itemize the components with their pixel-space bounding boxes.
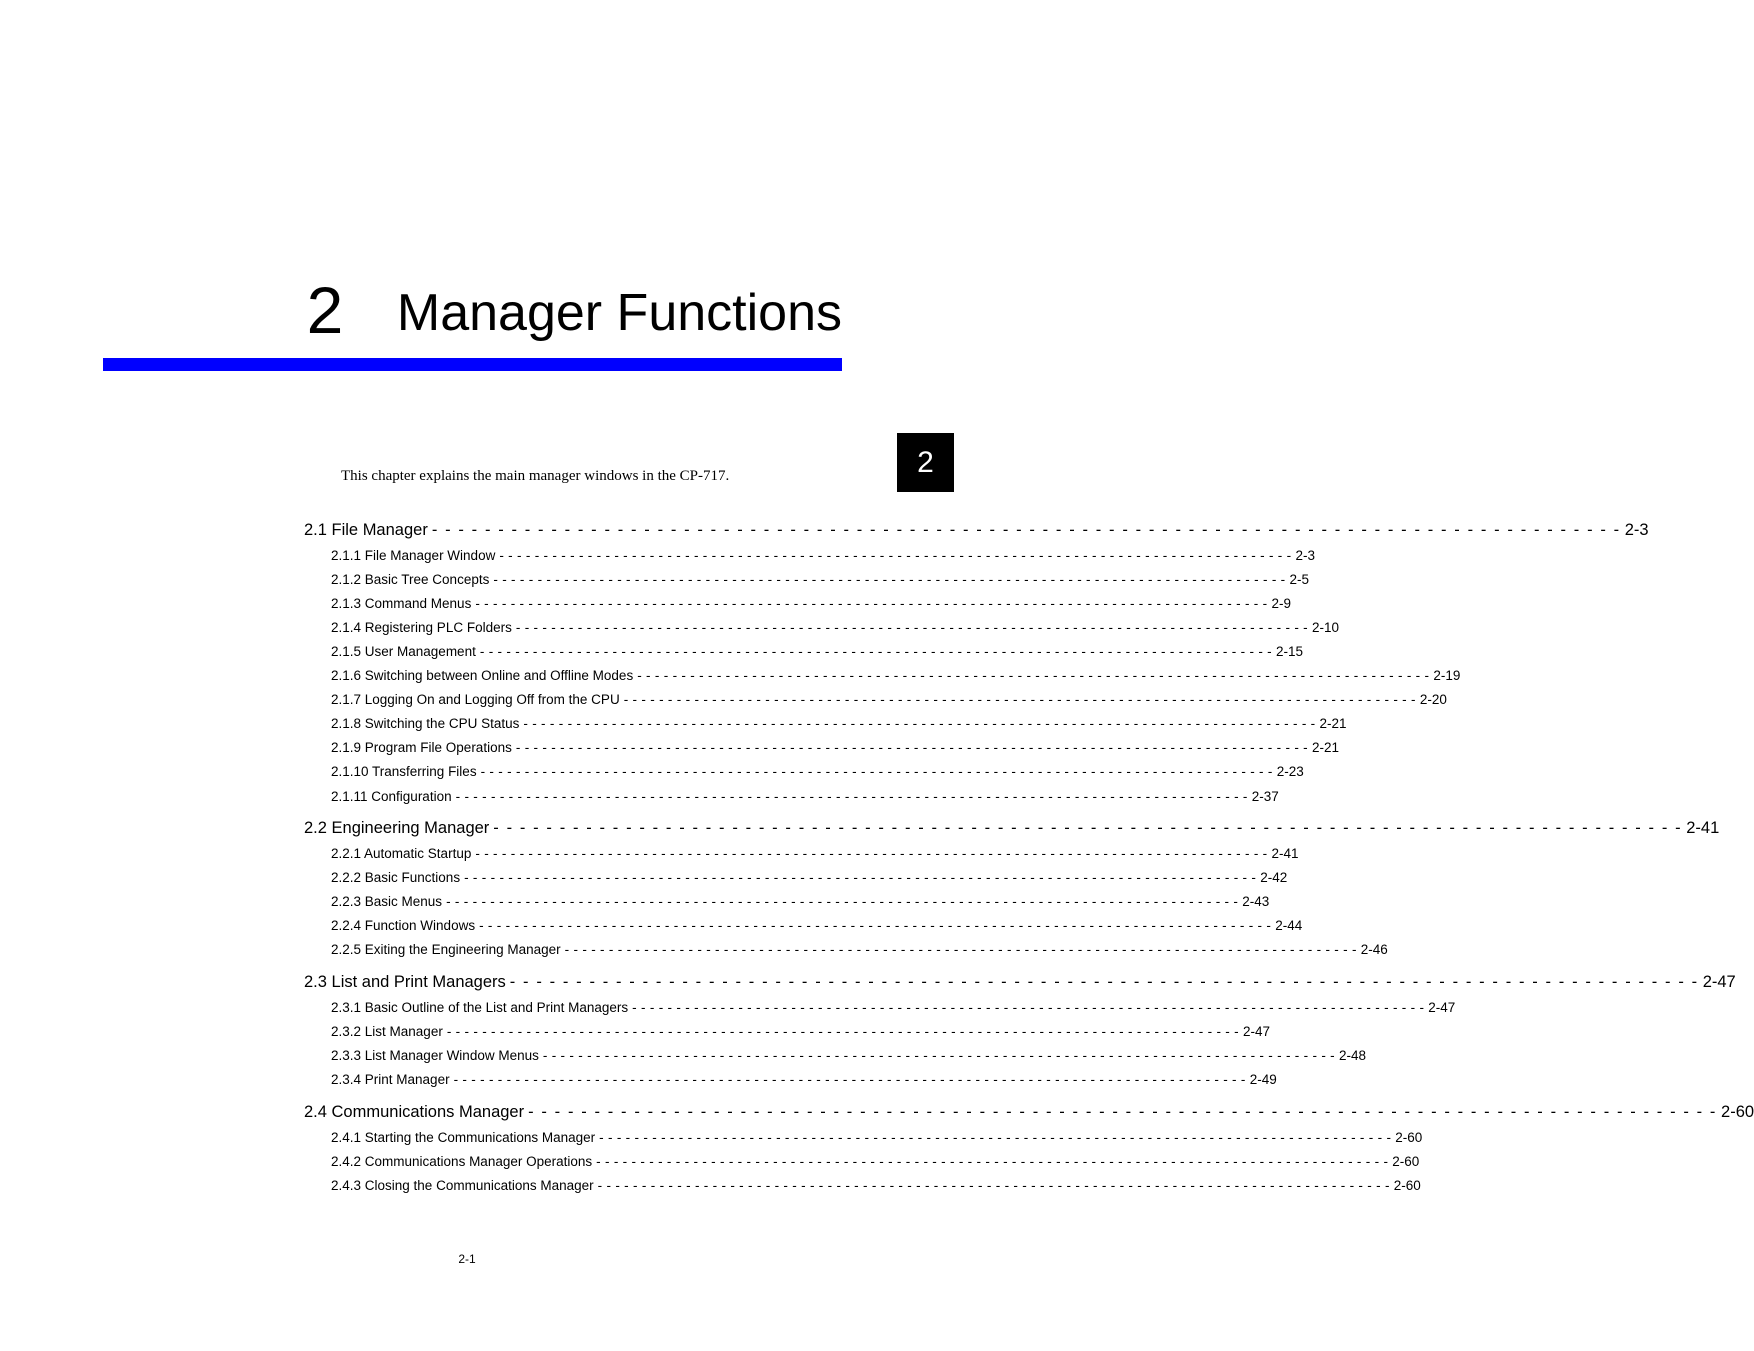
toc-leader-dots: - - - - - - - - - - - - - - - - - - - - - - - - - - - - - - - - - - - - - - - - - - - - - - - - - - - - - - - - - - - - - - - - - - - - - - - - - - - - - - - - - - - - - - - - - - bbox=[479, 918, 1272, 933]
toc-subsection-entry[interactable] bbox=[331, 714, 1347, 734]
toc-leader-dots: - - - - - - - - - - - - - - - - - - - - - - - - - - - - - - - - - - - - - - - - - - - - - - - - - - - - - - - - - - - - - - - - - - - - - - - - - - - - - - - - - - - - - - - - - - bbox=[479, 644, 1272, 659]
toc-entry-label: 2.4.3 Closing the Communications Manager bbox=[331, 1178, 594, 1193]
toc-entry-label: 2.1 File Manager bbox=[304, 521, 428, 539]
toc-entry-label: 2.2.2 Basic Functions bbox=[331, 870, 461, 885]
toc-leader-dots: - - - - - - - - - - - - - - - - - - - - - - - - - - - - - - - - - - - - - - - - - - - - - - - - - - - - - - - - - - - - - - - - - - - - - - - - - - - - - - - - - - - - - - - - - - bbox=[509, 973, 1699, 991]
toc-leader-dots: - - - - - - - - - - - - - - - - - - - - - - - - - - - - - - - - - - - - - - - - - - - - - - - - - - - - - - - - - - - - - - - - - - - - - - - - - - - - - - - - - - - - - - - - - - bbox=[446, 894, 1239, 909]
toc-entry-page: 2-21 bbox=[1311, 740, 1339, 755]
toc-entry-label: 2.1.9 Program File Operations bbox=[331, 740, 512, 755]
toc-entry-label: 2.1.6 Switching between Online and Offline Modes bbox=[331, 668, 634, 683]
toc-leader-dots: - - - - - - - - - - - - - - - - - - - - - - - - - - - - - - - - - - - - - - - - - - - - - - - - - - - - - - - - - - - - - - - - - - - - - - - - - - - - - - - - - - - - - - - - - - bbox=[475, 596, 1268, 611]
toc-entry-label: 2.1.4 Registering PLC Folders bbox=[331, 620, 512, 635]
toc-subsection-entry[interactable] bbox=[331, 738, 1339, 758]
toc-entry-page: 2-60 bbox=[1393, 1178, 1421, 1193]
toc-subsection-entry[interactable] bbox=[331, 666, 1461, 686]
toc-subsection-entry[interactable] bbox=[331, 892, 1270, 912]
toc-entry-page: 2-49 bbox=[1249, 1072, 1277, 1087]
page-number: 2-1 bbox=[458, 1252, 476, 1266]
toc-entry-label: 2.1.1 File Manager Window bbox=[331, 548, 496, 563]
toc-leader-dots: - - - - - - - - - - - - - - - - - - - - - - - - - - - - - - - - - - - - - - - - - - - - - - - - - - - - - - - - - - - - - - - - - - - - - - - - - - - - - - - - - - - - - - - - - - bbox=[523, 716, 1316, 731]
toc-leader-dots: - - - - - - - - - - - - - - - - - - - - - - - - - - - - - - - - - - - - - - - - - - - - - - - - - - - - - - - - - - - - - - - - - - - - - - - - - - - - - - - - - - - - - - - - - - bbox=[464, 870, 1257, 885]
toc-leader-dots: - - - - - - - - - - - - - - - - - - - - - - - - - - - - - - - - - - - - - - - - - - - - - - - - - - - - - - - - - - - - - - - - - - - - - - - - - - - - - - - - - - - - - - - - - - bbox=[455, 789, 1248, 804]
toc-subsection-entry[interactable] bbox=[331, 868, 1288, 888]
toc-leader-dots: - - - - - - - - - - - - - - - - - - - - - - - - - - - - - - - - - - - - - - - - - - - - - - - - - - - - - - - - - - - - - - - - - - - - - - - - - - - - - - - - - - - - - - - - - - bbox=[623, 692, 1416, 707]
chapter-thumb-tab: 2 bbox=[897, 433, 954, 492]
toc-subsection-entry[interactable] bbox=[331, 690, 1447, 710]
toc-leader-dots: - - - - - - - - - - - - - - - - - - - - - - - - - - - - - - - - - - - - - - - - - - - - - - - - - - - - - - - - - - - - - - - - - - - - - - - - - - - - - - - - - - - - - - - - - - bbox=[453, 1072, 1246, 1087]
toc-entry-label: 2.1.3 Command Menus bbox=[331, 596, 472, 611]
toc-subsection-entry[interactable] bbox=[331, 1176, 1421, 1196]
toc-entry-label: 2.2 Engineering Manager bbox=[304, 819, 490, 837]
toc-subsection-entry[interactable] bbox=[331, 618, 1339, 638]
toc-subsection-entry[interactable] bbox=[331, 1046, 1367, 1066]
toc-entry-label: 2.1.8 Switching the CPU Status bbox=[331, 716, 520, 731]
toc-entry-page: 2-42 bbox=[1260, 870, 1288, 885]
toc-subsection-entry[interactable] bbox=[331, 916, 1303, 936]
toc-entry-page: 2-23 bbox=[1276, 764, 1304, 779]
toc-subsection-entry[interactable] bbox=[331, 787, 1279, 807]
toc-entry-page: 2-60 bbox=[1395, 1130, 1423, 1145]
toc-entry-label: 2.4 Communications Manager bbox=[304, 1103, 525, 1121]
toc-section-entry[interactable] bbox=[304, 1100, 1754, 1124]
toc-subsection-entry[interactable] bbox=[331, 594, 1291, 614]
toc-leader-dots: - - - - - - - - - - - - - - - - - - - - - - - - - - - - - - - - - - - - - - - - - - - - - - - - - - - - - - - - - - - - - - - - - - - - - - - - - - - - - - - - - - - - - - - - - - bbox=[528, 1103, 1718, 1121]
toc-entry-label: 2.3.2 List Manager bbox=[331, 1024, 443, 1039]
toc-leader-dots: - - - - - - - - - - - - - - - - - - - - - - - - - - - - - - - - - - - - - - - - - - - - - - - - - - - - - - - - - - - - - - - - - - - - - - - - - - - - - - - - - - - - - - - - - - bbox=[493, 572, 1286, 587]
toc-entry-page: 2-47 bbox=[1428, 1000, 1456, 1015]
chapter-number: 2 bbox=[306, 273, 344, 347]
toc-entry-label: 2.2.5 Exiting the Engineering Manager bbox=[331, 942, 561, 957]
toc-entry-label: 2.3.1 Basic Outline of the List and Print Managers bbox=[331, 1000, 629, 1015]
toc-entry-label: 2.4.1 Starting the Communications Manager bbox=[331, 1130, 596, 1145]
toc-leader-dots: - - - - - - - - - - - - - - - - - - - - - - - - - - - - - - - - - - - - - - - - - - - - - - - - - - - - - - - - - - - - - - - - - - - - - - - - - - - - - - - - - - - - - - - - - - bbox=[542, 1048, 1335, 1063]
toc-entry-page: 2-41 bbox=[1686, 819, 1720, 837]
toc-leader-dots: - - - - - - - - - - - - - - - - - - - - - - - - - - - - - - - - - - - - - - - - - - - - - - - - - - - - - - - - - - - - - - - - - - - - - - - - - - - - - - - - - - - - - - - - - - bbox=[632, 1000, 1425, 1015]
toc-entry-page: 2-3 bbox=[1624, 521, 1649, 539]
toc-entry-label: 2.3.4 Print Manager bbox=[331, 1072, 450, 1087]
toc-entry-page: 2-44 bbox=[1275, 918, 1303, 933]
toc-subsection-entry[interactable] bbox=[331, 844, 1299, 864]
toc-leader-dots: - - - - - - - - - - - - - - - - - - - - - - - - - - - - - - - - - - - - - - - - - - - - - - - - - - - - - - - - - - - - - - - - - - - - - - - - - - - - - - - - - - - - - - - - - - bbox=[493, 819, 1683, 837]
toc-subsection-entry[interactable] bbox=[331, 1128, 1423, 1148]
chapter-intro-text: This chapter explains the main manager windows in the CP-717. bbox=[341, 468, 730, 484]
toc-leader-dots: - - - - - - - - - - - - - - - - - - - - - - - - - - - - - - - - - - - - - - - - - - - - - - - - - - - - - - - - - - - - - - - - - - - - - - - - - - - - - - - - - - - - - - - - - - bbox=[475, 846, 1268, 861]
toc-entry-label: 2.3.3 List Manager Window Menus bbox=[331, 1048, 539, 1063]
toc-subsection-entry[interactable] bbox=[331, 762, 1304, 782]
toc-subsection-entry[interactable] bbox=[331, 1070, 1277, 1090]
toc-leader-dots: - - - - - - - - - - - - - - - - - - - - - - - - - - - - - - - - - - - - - - - - - - - - - - - - - - - - - - - - - - - - - - - - - - - - - - - - - - - - - - - - - - - - - - - - - - bbox=[515, 740, 1308, 755]
toc-entry-label: 2.2.4 Function Windows bbox=[331, 918, 476, 933]
toc-entry-label: 2.1.2 Basic Tree Concepts bbox=[331, 572, 490, 587]
toc-entry-label: 2.2.1 Automatic Startup bbox=[331, 846, 472, 861]
toc-leader-dots: - - - - - - - - - - - - - - - - - - - - - - - - - - - - - - - - - - - - - - - - - - - - - - - - - - - - - - - - - - - - - - - - - - - - - - - - - - - - - - - - - - - - - - - - - - bbox=[599, 1130, 1392, 1145]
toc-section-entry[interactable] bbox=[304, 518, 1649, 542]
toc-section-entry[interactable] bbox=[304, 816, 1720, 840]
toc-subsection-entry[interactable] bbox=[331, 1152, 1420, 1172]
toc-leader-dots: - - - - - - - - - - - - - - - - - - - - - - - - - - - - - - - - - - - - - - - - - - - - - - - - - - - - - - - - - - - - - - - - - - - - - - - - - - - - - - - - - - - - - - - - - - bbox=[446, 1024, 1239, 1039]
toc-subsection-entry[interactable] bbox=[331, 940, 1388, 960]
toc-entry-page: 2-9 bbox=[1271, 596, 1291, 611]
toc-entry-label: 2.2.3 Basic Menus bbox=[331, 894, 443, 909]
toc-leader-dots: - - - - - - - - - - - - - - - - - - - - - - - - - - - - - - - - - - - - - - - - - - - - - - - - - - - - - - - - - - - - - - - - - - - - - - - - - - - - - - - - - - - - - - - - - - bbox=[596, 1154, 1389, 1169]
toc-entry-page: 2-47 bbox=[1242, 1024, 1270, 1039]
toc-entry-label: 2.1.10 Transferring Files bbox=[331, 764, 477, 779]
toc-entry-page: 2-48 bbox=[1338, 1048, 1367, 1063]
toc-section-entry[interactable] bbox=[304, 970, 1736, 994]
toc-subsection-entry[interactable] bbox=[331, 998, 1456, 1018]
toc-leader-dots: - - - - - - - - - - - - - - - - - - - - - - - - - - - - - - - - - - - - - - - - - - - - - - - - - - - - - - - - - - - - - - - - - - - - - - - - - - - - - - - - - - - - - - - - - - bbox=[431, 521, 1621, 539]
toc-entry-page: 2-20 bbox=[1419, 692, 1447, 707]
toc-entry-page: 2-41 bbox=[1271, 846, 1299, 861]
toc-entry-label: 2.1.7 Logging On and Logging Off from the CPU bbox=[331, 692, 620, 707]
toc-entry-page: 2-21 bbox=[1319, 716, 1347, 731]
toc-entry-page: 2-3 bbox=[1295, 548, 1315, 563]
toc-leader-dots: - - - - - - - - - - - - - - - - - - - - - - - - - - - - - - - - - - - - - - - - - - - - - - - - - - - - - - - - - - - - - - - - - - - - - - - - - - - - - - - - - - - - - - - - - - bbox=[564, 942, 1357, 957]
toc-entry-page: 2-47 bbox=[1702, 973, 1736, 991]
toc-entry-page: 2-60 bbox=[1721, 1103, 1754, 1121]
toc-entry-label: 2.3 List and Print Managers bbox=[304, 973, 506, 991]
toc-entry-page: 2-15 bbox=[1275, 644, 1303, 659]
toc-leader-dots: - - - - - - - - - - - - - - - - - - - - - - - - - - - - - - - - - - - - - - - - - - - - - - - - - - - - - - - - - - - - - - - - - - - - - - - - - - - - - - - - - - - - - - - - - - bbox=[480, 764, 1273, 779]
toc-entry-page: 2-5 bbox=[1289, 572, 1309, 587]
toc-entry-page: 2-19 bbox=[1433, 668, 1461, 683]
toc-leader-dots: - - - - - - - - - - - - - - - - - - - - - - - - - - - - - - - - - - - - - - - - - - - - - - - - - - - - - - - - - - - - - - - - - - - - - - - - - - - - - - - - - - - - - - - - - - bbox=[597, 1178, 1390, 1193]
toc-leader-dots: - - - - - - - - - - - - - - - - - - - - - - - - - - - - - - - - - - - - - - - - - - - - - - - - - - - - - - - - - - - - - - - - - - - - - - - - - - - - - - - - - - - - - - - - - - bbox=[515, 620, 1308, 635]
toc-entry-label: 2.1.11 Configuration bbox=[331, 789, 452, 804]
toc-entry-page: 2-43 bbox=[1242, 894, 1270, 909]
toc-subsection-entry[interactable] bbox=[331, 1022, 1270, 1042]
toc-entry-page: 2-37 bbox=[1251, 789, 1279, 804]
toc-entry-label: 2.4.2 Communications Manager Operations bbox=[331, 1154, 593, 1169]
toc-subsection-entry[interactable] bbox=[331, 570, 1309, 590]
toc-entry-page: 2-60 bbox=[1392, 1154, 1420, 1169]
toc-subsection-entry[interactable] bbox=[331, 546, 1315, 566]
toc-entry-page: 2-10 bbox=[1311, 620, 1339, 635]
toc-leader-dots: - - - - - - - - - - - - - - - - - - - - - - - - - - - - - - - - - - - - - - - - - - - - - - - - - - - - - - - - - - - - - - - - - - - - - - - - - - - - - - - - - - - - - - - - - - bbox=[637, 668, 1430, 683]
chapter-title: Manager Functions bbox=[396, 284, 842, 342]
toc-entry-label: 2.1.5 User Management bbox=[331, 644, 476, 659]
toc-subsection-entry[interactable] bbox=[331, 642, 1303, 662]
toc-entry-page: 2-46 bbox=[1360, 942, 1388, 957]
toc-leader-dots: - - - - - - - - - - - - - - - - - - - - - - - - - - - - - - - - - - - - - - - - - - - - - - - - - - - - - - - - - - - - - - - - - - - - - - - - - - - - - - - - - - - - - - - - - - bbox=[499, 548, 1292, 563]
